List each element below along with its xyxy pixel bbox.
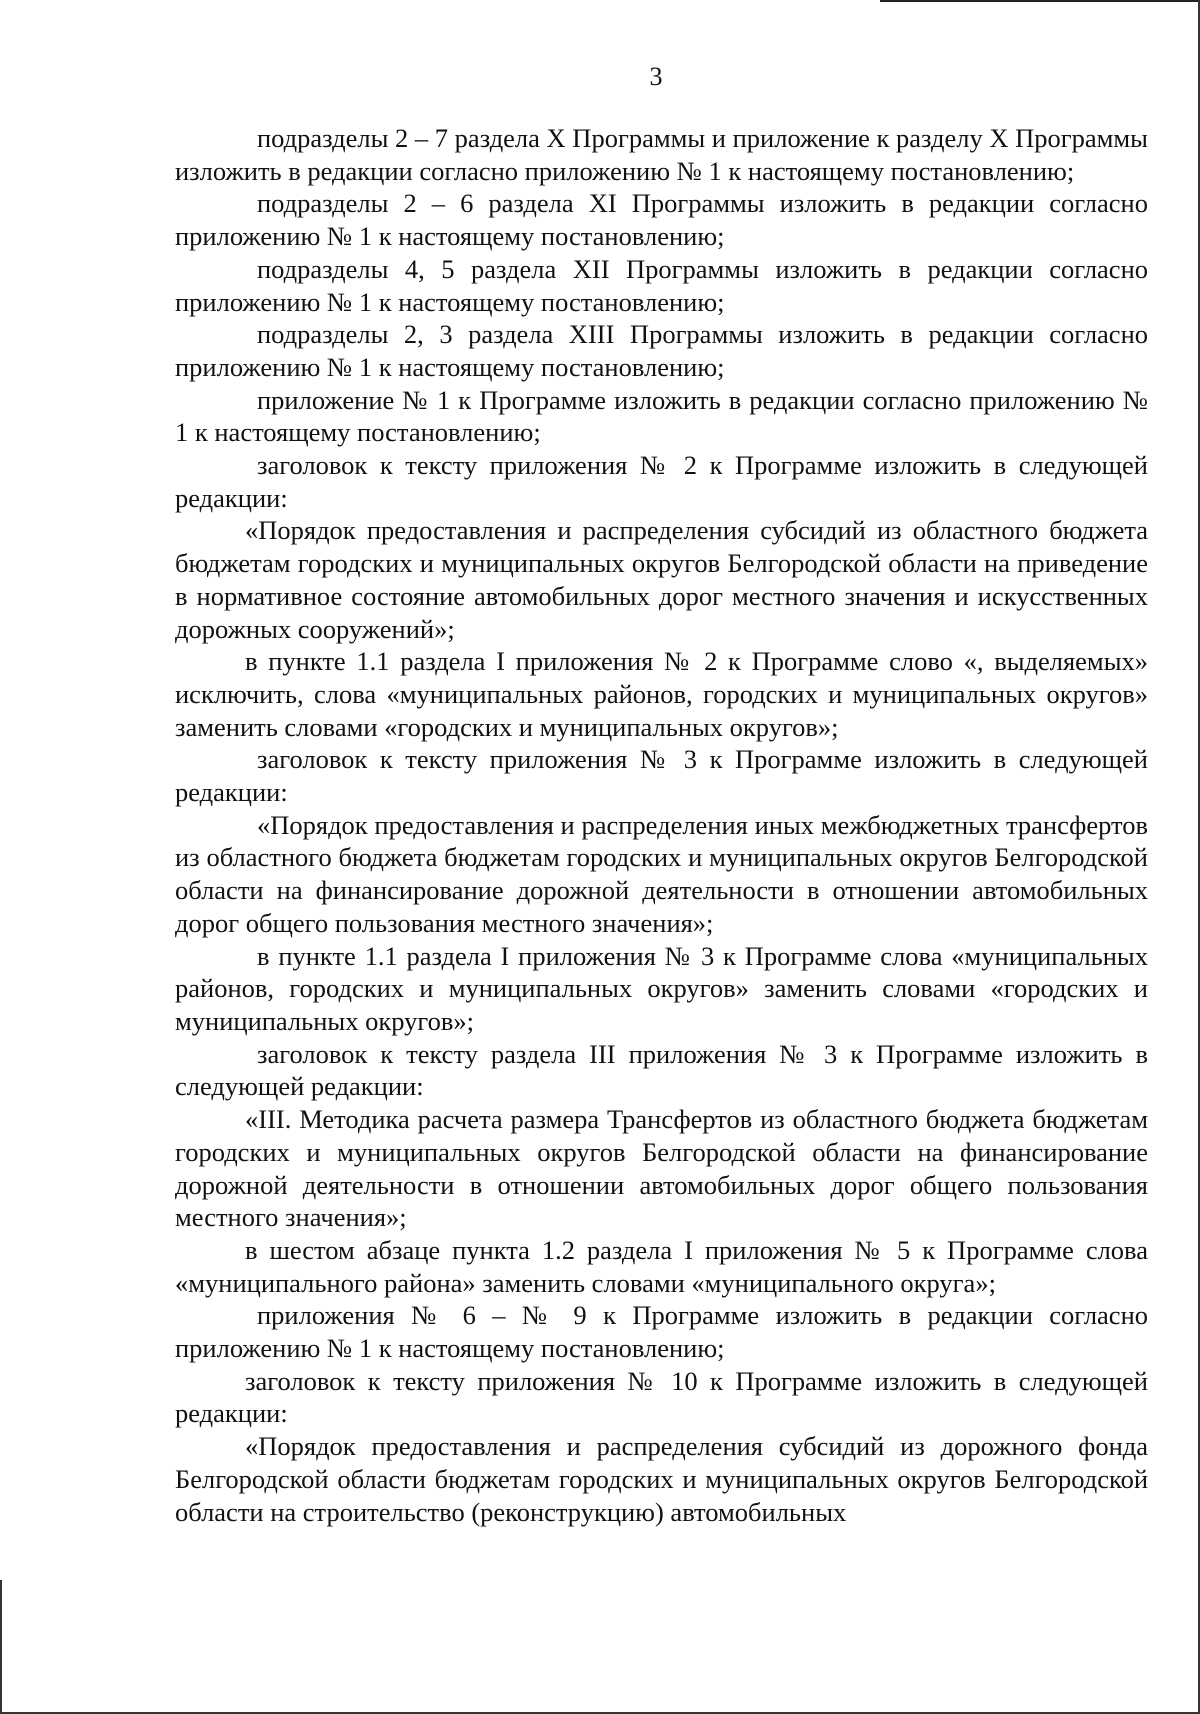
paragraph: подразделы 2, 3 раздела XIII Программы изложить в редакции согласно приложению № 1 к настоящему постановлению; — [175, 319, 1148, 382]
paragraph: заголовок к тексту приложения № 2 к Программе изложить в следующей редакции: — [175, 450, 1148, 513]
quoted-paragraph: «Порядок предоставления и распределения субсидий из областного бюджета бюджетам городских и муниципальных округов Белгородской области на приведение в нормативное состояние автомобильных дорог местного значения и искусственных дорожных сооружений»; — [175, 515, 1148, 644]
paragraph: в шестом абзаце пункта 1.2 раздела I приложения № 5 к Программе слова «муниципального района» заменить словами «муниципального округа»; — [175, 1234, 1148, 1298]
quoted-paragraph: «Порядок предоставления и распределения субсидий из дорожного фонда Белгородской области бюджетам городских и муниципальных округов Белгородской области на строительство (реконструкцию) автомобильных — [175, 1431, 1148, 1527]
quoted-paragraph: «III. Методика расчета размера Трансфертов из областного бюджета бюджетам городских и муниципальных округов Белгородской области на финансирование дорожной деятельности в отношении автомобильных дорог общего пользования местного значения»; — [175, 1104, 1148, 1233]
paragraph: в пункте 1.1 раздела I приложения № 3 к Программе слова «муниципальных районов, городских и муниципальных округов» заменить словами «городских и муниципальных округов»; — [175, 940, 1148, 1036]
scan-edge-left — [0, 1580, 2, 1714]
paragraph: заголовок к тексту приложения № 3 к Программе изложить в следующей редакции: — [175, 744, 1148, 808]
document-body — [175, 122, 1148, 1528]
paragraph: подразделы 2 – 7 раздела X Программы и приложение к разделу X Программы изложить в редакции согласно приложению № 1 к настоящему постановлению; — [175, 123, 1148, 186]
scan-edge-top — [880, 0, 1200, 2]
paragraph: заголовок к тексту приложения № 10 к Программе изложить в следующей редакции: — [175, 1365, 1148, 1429]
paragraph: заголовок к тексту раздела III приложения № 3 к Программе изложить в следующей редакции: — [175, 1038, 1148, 1102]
paragraph: подразделы 4, 5 раздела XII Программы изложить в редакции согласно приложению № 1 к настоящему постановлению; — [175, 253, 1148, 317]
page-number: 3 — [649, 62, 663, 91]
paragraph: в пункте 1.1 раздела I приложения № 2 к Программе слово «, выделяемых» исключить, слова «муниципальных районов, городских и муниципальных округов» заменить словами «городских и муниципальных округов»; — [175, 646, 1148, 742]
quoted-paragraph: «Порядок предоставления и распределения иных межбюджетных трансфертов из областного бюджета бюджетам городских и муниципальных округов Белгородской области на финансирование дорожной деятельности в отношении автомобильных дорог общего пользования местного значения»; — [175, 809, 1148, 938]
paragraph: приложения № 6 – № 9 к Программе изложить в редакции согласно приложению № 1 к настоящему постановлению; — [175, 1300, 1148, 1364]
paragraph: подразделы 2 – 6 раздела XI Программы изложить в редакции согласно приложению № 1 к настоящему постановлению; — [175, 188, 1148, 252]
paragraph: приложение № 1 к Программе изложить в редакции согласно приложению № 1 к настоящему постановлению; — [175, 384, 1148, 448]
